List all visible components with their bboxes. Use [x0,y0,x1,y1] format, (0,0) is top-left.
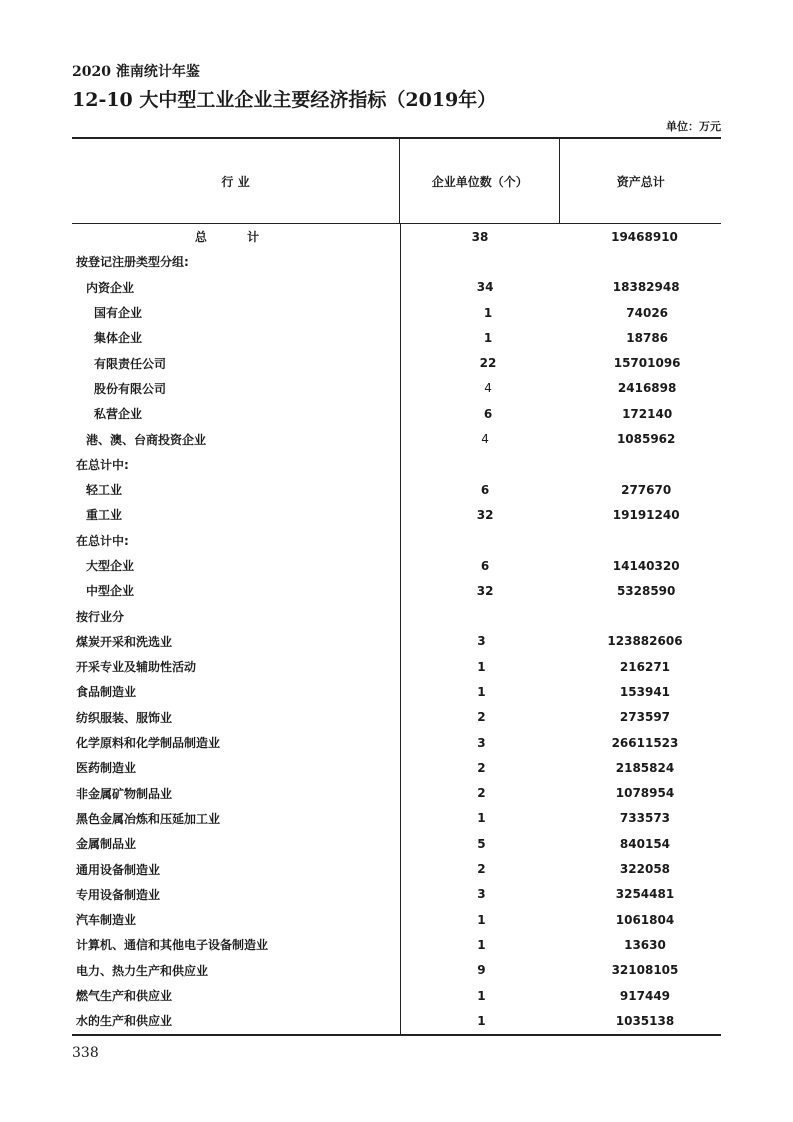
table-row [72,882,721,907]
row-count: 1 [477,912,486,927]
table-row [72,426,721,451]
row-label: 在总计中: [76,533,129,548]
row-label: 总 计 [194,230,278,245]
row-assets: 26611523 [611,735,679,750]
table-bottom-rule [72,1034,721,1036]
row-count: 1 [477,659,486,674]
row-count: 2 [477,760,486,775]
row-assets: 18382948 [612,280,680,295]
row-assets: 2416898 [617,381,677,396]
row-label: 金属制品业 [76,837,137,852]
row-assets: 322058 [619,862,671,877]
row-count: 5 [477,836,486,851]
table-row [72,1008,721,1033]
statistics-table [72,137,721,1036]
row-count: 38 [471,229,489,244]
row-assets: 18786 [626,330,669,345]
row-count: 1 [477,1013,486,1028]
row-label: 汽车制造业 [76,913,137,928]
row-count: 32 [476,583,494,598]
row-assets: 19468910 [611,229,678,244]
row-assets: 15701096 [613,356,681,371]
row-count: 3 [477,634,486,649]
row-label: 医药制造业 [76,761,137,776]
row-count: 6 [480,558,490,573]
row-assets: 172140 [622,406,673,421]
row-label: 按登记注册类型分组: [76,255,189,270]
table-row [72,907,721,932]
row-label: 私营企业 [94,407,143,422]
row-count: 2 [477,786,486,801]
row-label: 纺织服装、服饰业 [76,710,173,725]
table-row [72,376,721,401]
table-row [72,679,721,704]
row-count: 32 [476,507,494,522]
row-assets: 1078954 [615,786,675,801]
row-assets: 74026 [626,305,669,320]
table-row [72,629,721,654]
row-label: 燃气生产和供应业 [76,989,173,1004]
row-assets: 277670 [621,482,672,497]
header-assets: 资产总计 [559,139,721,223]
table-row [72,932,721,957]
row-label: 非金属矿物制品业 [76,786,173,801]
row-label: 重工业 [86,508,123,523]
row-label: 内资企业 [86,280,135,295]
row-label: 通用设备制造业 [76,862,161,877]
table-row [72,578,721,603]
table-row [72,755,721,780]
row-count: 1 [477,684,486,699]
row-count: 9 [477,963,486,978]
row-count: 1 [477,988,486,1003]
book-title: 2020 淮南统计年鉴 [72,64,200,80]
row-count: 6 [480,482,490,497]
table-row [72,502,721,527]
table-row [72,224,721,249]
row-assets: 3254481 [615,887,675,902]
table-row [72,528,721,553]
header-count: 企业单位数（个） [399,139,560,223]
table-row [72,983,721,1008]
table-row [72,350,721,375]
row-label: 股份有限公司 [94,381,167,396]
row-label: 港、澳、台商投资企业 [86,432,207,447]
table-row [72,603,721,628]
row-assets: 1061804 [615,912,675,927]
table-row [72,300,721,325]
table-row [72,856,721,881]
table-row [72,730,721,755]
row-label: 电力、热力生产和供应业 [76,963,209,978]
table-header [72,139,721,223]
row-count: 1 [477,937,486,952]
table-row [72,325,721,350]
row-count: 22 [479,356,497,371]
table-row [72,452,721,477]
table-row [72,781,721,806]
table-row [72,249,721,274]
table-row [72,477,721,502]
table-body [72,224,721,1034]
row-label: 在总计中: [76,457,129,472]
table-row [72,654,721,679]
row-count: 4 [481,432,489,447]
row-count: 4 [484,381,492,396]
row-assets: 153941 [619,684,671,699]
row-count: 2 [477,862,486,877]
row-count: 6 [483,406,493,421]
row-label: 集体企业 [94,331,143,346]
row-label: 轻工业 [86,483,123,498]
row-label: 黑色金属冶炼和压延加工业 [76,811,221,826]
row-count: 2 [477,710,486,725]
row-label: 国有企业 [94,306,143,321]
row-assets: 14140320 [612,558,680,573]
row-label: 按行业分 [76,609,125,624]
row-assets: 1035138 [615,1013,675,1028]
row-label: 中型企业 [86,584,135,599]
table-title: 12-10 大中型工业企业主要经济指标（2019年） [72,89,497,111]
table-row [72,553,721,578]
row-assets: 5328590 [616,583,676,598]
row-assets: 273597 [619,710,671,725]
row-label: 专用设备制造业 [76,887,161,902]
table-row [72,958,721,983]
row-label: 煤炭开采和洗选业 [76,634,173,649]
row-count: 1 [483,330,493,345]
row-assets: 32108105 [611,963,679,978]
row-label: 有限责任公司 [94,356,167,371]
row-assets: 13630 [624,937,666,952]
row-label: 化学原料和化学制品制造业 [76,736,221,751]
row-assets: 917449 [619,988,671,1003]
row-assets: 2185824 [615,760,675,775]
row-assets: 733573 [619,811,671,826]
table-row [72,831,721,856]
table-row [72,806,721,831]
row-label: 大型企业 [86,559,135,573]
column-divider [400,224,401,1034]
table-row [72,705,721,730]
table-row [72,275,721,300]
row-assets: 1085962 [616,432,676,447]
row-label: 食品制造业 [76,685,137,700]
header-industry: 行 业 [221,174,250,189]
row-count: 1 [483,305,493,320]
page-number: 338 [72,1045,99,1061]
row-count: 1 [477,811,486,826]
row-count: 3 [477,735,486,750]
row-assets: 840154 [619,836,671,851]
row-assets: 123882606 [607,634,683,649]
row-label: 水的生产和供应业 [76,1014,173,1029]
row-count: 3 [477,887,486,902]
row-assets: 216271 [619,659,671,674]
row-label: 开采专业及辅助性活动 [76,660,197,675]
row-count: 34 [476,280,494,295]
unit-label: 单位：万元 [666,120,721,133]
row-label: 计算机、通信和其他电子设备制造业 [76,938,269,953]
row-assets: 19191240 [612,507,680,522]
table-row [72,401,721,426]
